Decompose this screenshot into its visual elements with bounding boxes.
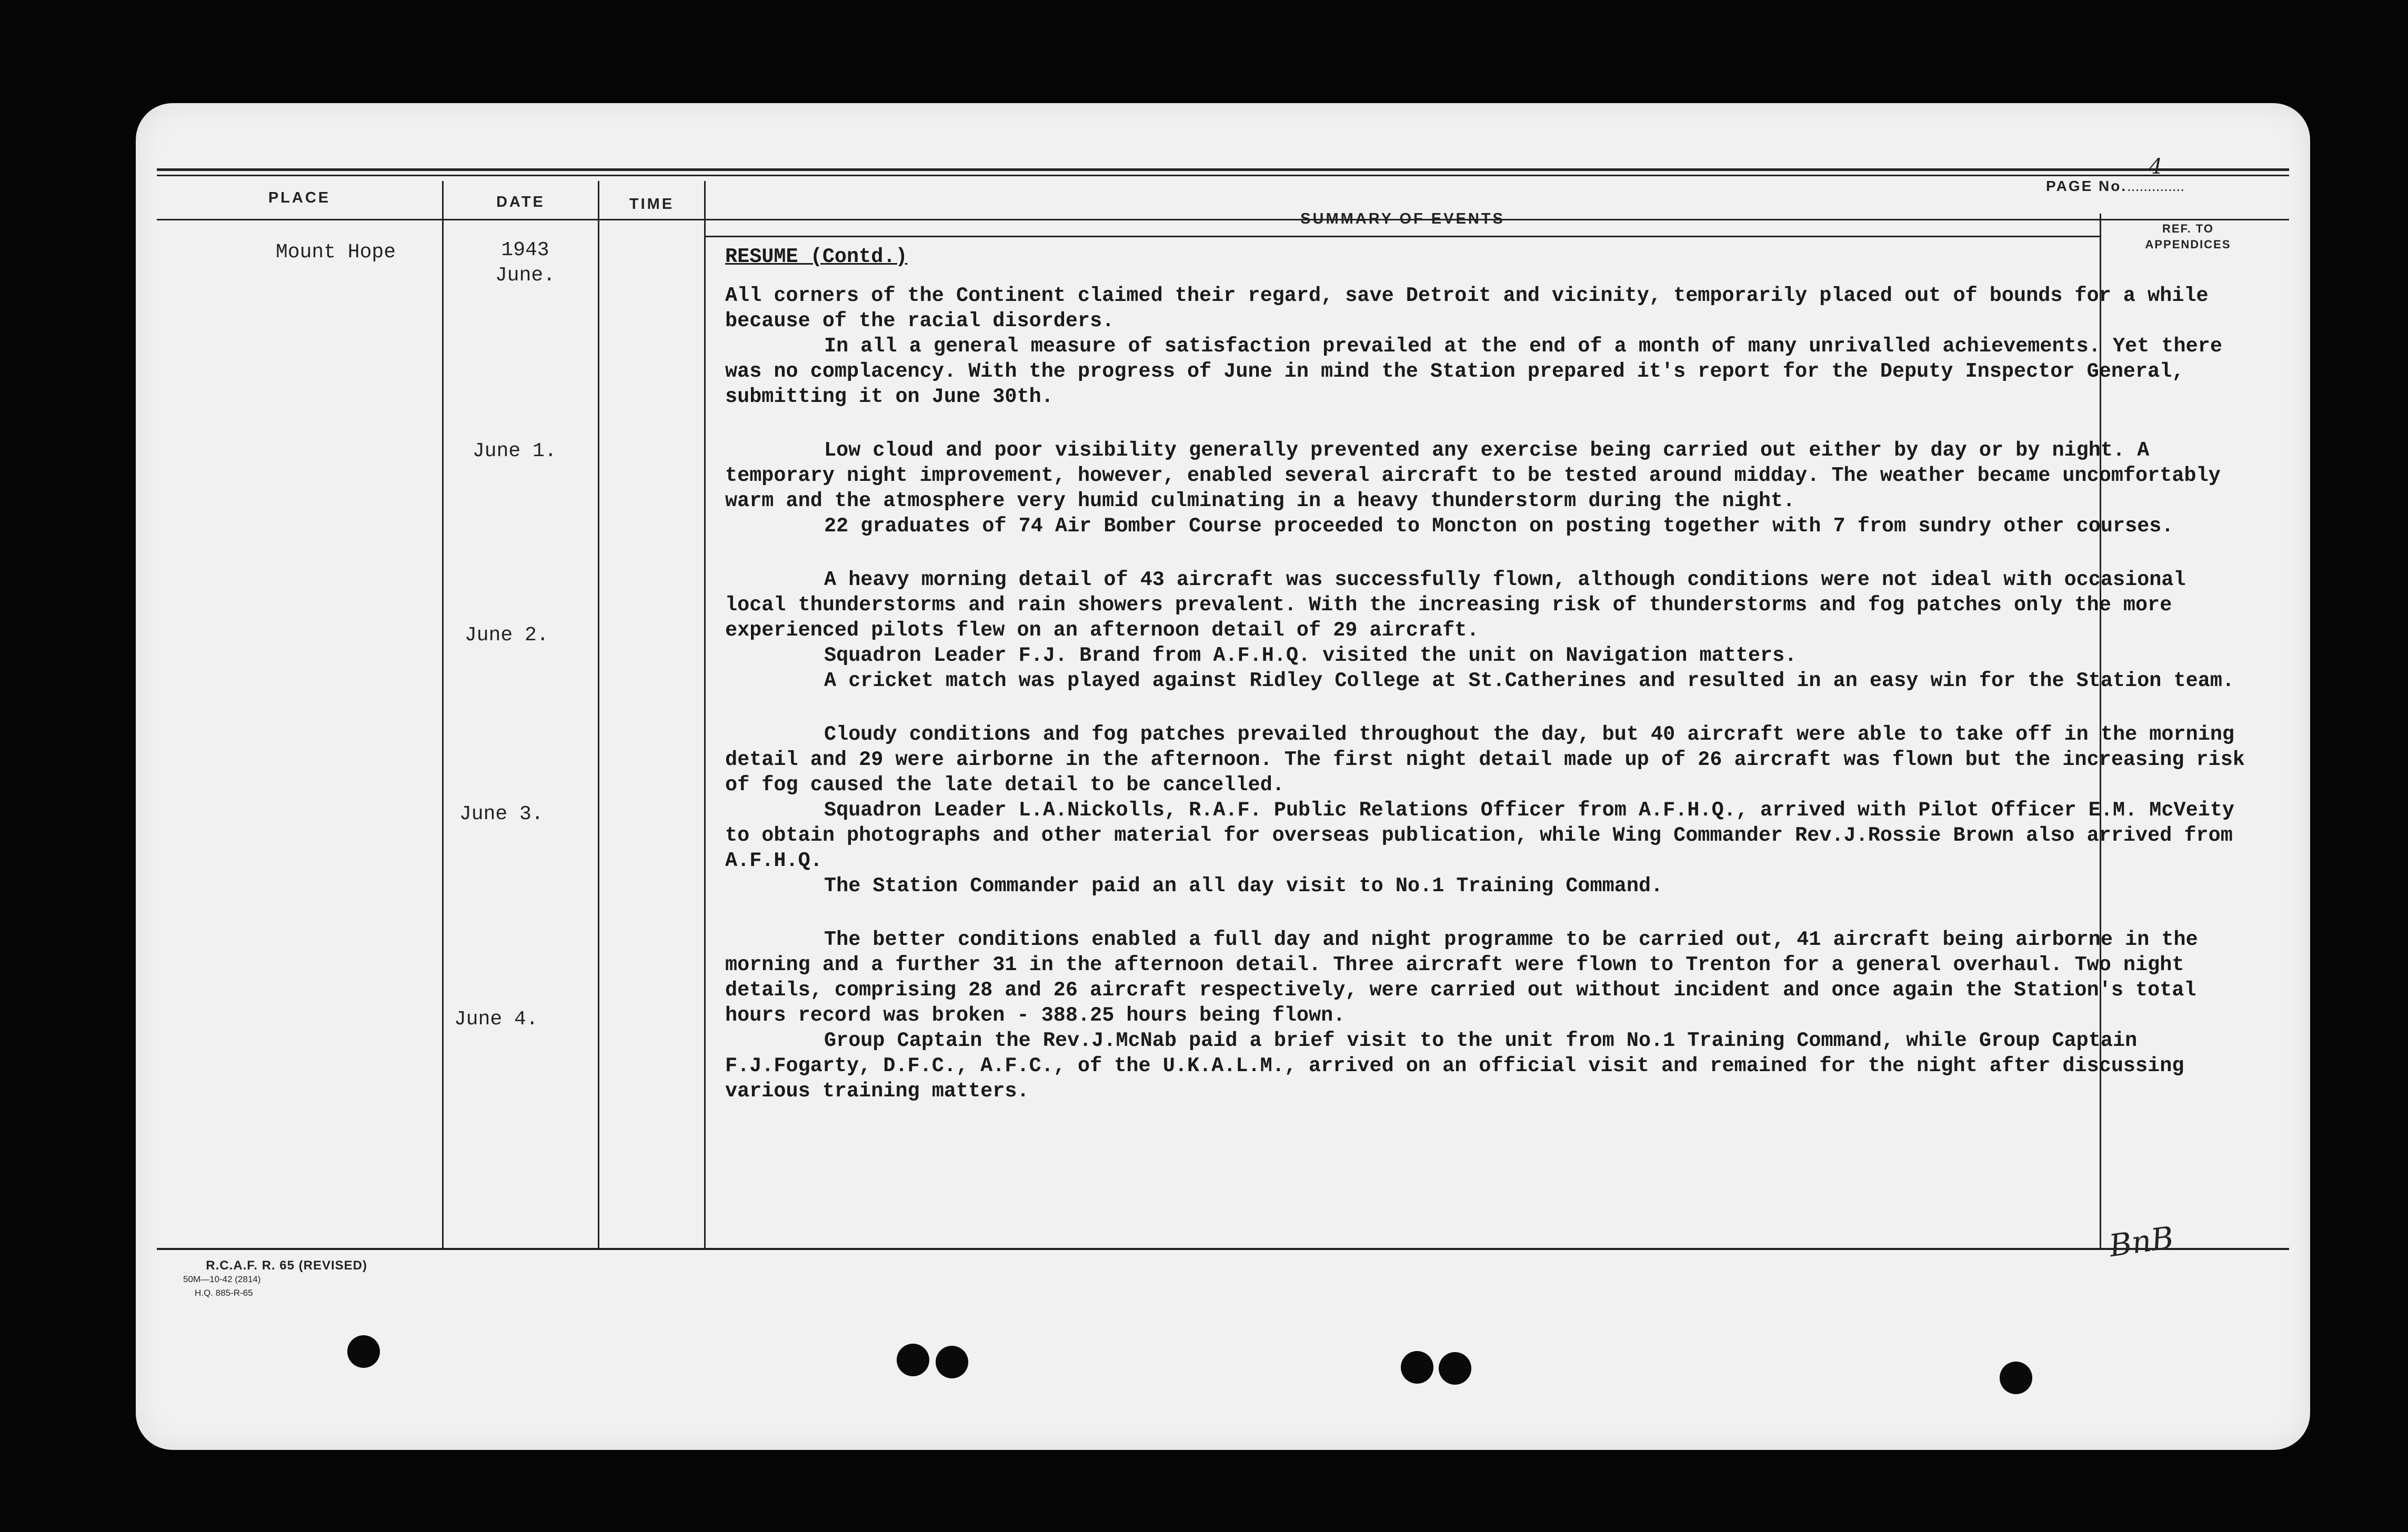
punch-hole: [2000, 1362, 2032, 1394]
col-rule-time-summary: [704, 181, 706, 1249]
entry-paragraph: Squadron Leader F.J. Brand from A.F.H.Q. visited the unit on Navigation matters.: [824, 644, 1797, 667]
resume-paragraph: In all a general measure of satisfaction prevailed at the end of a month of many unrivalled achievements. Yet there was no complacency. With the progress of June in mind the Station prepared it's report for the Deputy Inspector General, submitting it on June 30th.: [725, 335, 2222, 408]
resume-paragraph: All corners of the Continent claimed their regard, save Detroit and vicinity, temporarily placed out of bounds for a while because of the racial disorders.: [725, 284, 2209, 332]
punch-hole: [897, 1344, 929, 1376]
entry-june-4: [725, 927, 2251, 1104]
entry-paragraph: The Station Commander paid an all day visit to No.1 Training Command.: [824, 874, 1663, 898]
header-ref-line2: APPENDICES: [2145, 238, 2231, 251]
bottom-rule: [157, 1248, 2289, 1250]
page-dots: ..............: [2127, 178, 2185, 194]
page-number: 4: [2149, 155, 2164, 179]
summary-header-rule: [704, 236, 2100, 237]
punch-hole: [1439, 1352, 1471, 1385]
punch-hole: [347, 1335, 380, 1368]
col-rule-place-date: [442, 181, 444, 1249]
form-hq-ref: H.Q. 885-R-65: [195, 1288, 253, 1298]
summary-of-events: [725, 244, 2251, 1104]
entry-date-june-3: June 3.: [459, 803, 544, 825]
entry-date-june-4: June 4.: [454, 1008, 538, 1031]
punch-hole: [936, 1346, 968, 1378]
entry-june-2: [725, 567, 2251, 693]
header-date: DATE: [496, 194, 545, 210]
header-ref-line1: REF. TO: [2162, 222, 2214, 235]
entry-paragraph: Group Captain the Rev.J.McNab paid a brief visit to the unit from No.1 Training Command, while Group Captain F.J.Fogarty, D.F.C., A.F.C., of the U.K.A.L.M., arrived on an official visit and remained for the night after discussing various training matters.: [725, 1029, 2184, 1103]
date-year: 1943: [501, 239, 549, 261]
col-rule-date-time: [598, 181, 599, 1249]
section-title: RESUME (Contd.): [725, 245, 908, 268]
form-print-run: 50M—10-42 (2814): [183, 1274, 261, 1284]
entry-paragraph: A cricket match was played against Ridley College at St.Catherines and resulted in an easy win for the Station team.: [824, 669, 2235, 692]
entry-date-june-1: June 1.: [473, 440, 557, 462]
place-value: Mount Hope: [275, 241, 396, 264]
entry-paragraph: 22 graduates of 74 Air Bomber Course proceeded to Moncton on posting together with 7 from sundry other courses.: [824, 515, 2174, 538]
entry-june-3: [725, 722, 2251, 899]
header-place: PLACE: [268, 189, 331, 206]
handwritten-initials: BnB: [2106, 1219, 2176, 1264]
entry-date-june-2: June 2.: [465, 624, 549, 647]
page-number-label: [2046, 155, 2185, 195]
page-label: PAGE No.: [2046, 178, 2128, 194]
entry-paragraph: A heavy morning detail of 43 aircraft was successfully flown, although conditions were not ideal with occasional local thunderstorms and rain showers prevalent. With the increasing risk of thunderstorms and fog patches only the more experienced pilots flew on an afternoon detail of 29 aircraft.: [725, 568, 2186, 642]
date-month: June.: [495, 264, 556, 287]
entry-paragraph: Low cloud and poor visibility generally prevented any exercise being carried out either by day or by night. A temporary night improvement, however, enabled several aircraft to be tested around midday. The weather became uncomfortably warm and the atmosphere very humid culminating in a heavy thunderstorm during the night.: [725, 439, 2221, 512]
top-rule-inner: [157, 175, 2289, 176]
entry-june-1: [725, 438, 2251, 539]
entry-paragraph: The better conditions enabled a full day and night programme to be carried out, 41 aircraft being airborne in the morning and a further 31 in the afternoon detail. Three aircraft were flown to Trenton for a general overhaul. Two night details, comprising 28 and 26 aircraft respectively, were carried out without incident and once again the Station's total hours record was broken - 388.25 hours being flown.: [725, 928, 2198, 1027]
entry-paragraph: Squadron Leader L.A.Nickolls, R.A.F. Public Relations Officer from A.F.H.Q., arrived with Pilot Officer E.M. McVeity to obtain photographs and other material for overseas publication, while Wing Commander Rev.J.Rossie Brown also arrived from A.F.H.Q.: [725, 799, 2235, 872]
header-time: TIME: [629, 196, 675, 213]
top-rule: [157, 168, 2289, 171]
header-summary: SUMMARY OF EVENTS: [1300, 210, 1505, 227]
entry-paragraph: Cloudy conditions and fog patches prevailed throughout the day, but 40 aircraft were able to take off in the morning detail and 29 were airborne in the afternoon. The first night detail made up of 26 aircraft was flown but the increasing risk of fog caused the late detail to be cancelled.: [725, 723, 2245, 797]
punch-hole: [1401, 1351, 1433, 1384]
form-code: R.C.A.F. R. 65 (REVISED): [206, 1258, 367, 1273]
diary-form-card: [136, 103, 2310, 1450]
